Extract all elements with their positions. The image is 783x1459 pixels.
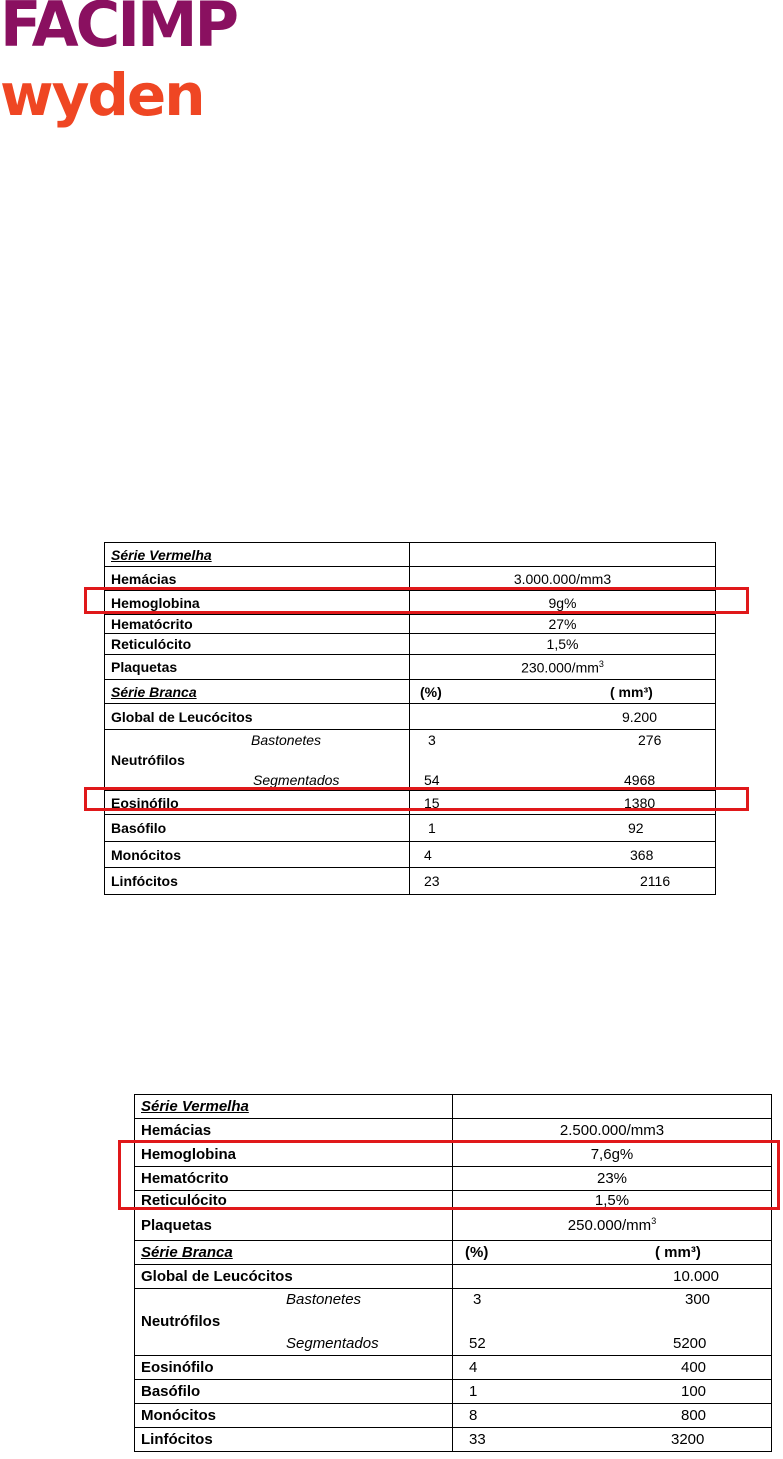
segmentados-label: Segmentados xyxy=(286,1335,379,1352)
table-row xyxy=(105,704,716,730)
monocitos-label: Monócitos xyxy=(135,1404,453,1428)
table-row xyxy=(105,543,716,567)
bastonetes-mm: 276 xyxy=(638,732,662,748)
bastonetes-label: Bastonetes xyxy=(286,1291,362,1308)
mm-header: ( mm³) xyxy=(655,1244,701,1261)
basofilo-mm: 100 xyxy=(681,1383,707,1400)
segmentados-pct: 52 xyxy=(469,1335,486,1352)
global-leucocitos-label: Global de Leucócitos xyxy=(105,704,410,730)
table-row xyxy=(105,655,716,680)
table-row xyxy=(105,815,716,842)
basofilo-mm: 92 xyxy=(628,820,644,836)
pct-header: (%) xyxy=(465,1244,489,1261)
neutrofilos-label: Neutrófilos xyxy=(141,1313,221,1330)
linfocitos-mm: 3200 xyxy=(671,1431,705,1448)
monocitos-label: Monócitos xyxy=(105,842,410,868)
eosinofilo-mm: 400 xyxy=(681,1359,707,1376)
reticulocito-label: Reticulócito xyxy=(135,1191,453,1210)
table-row xyxy=(105,842,716,868)
hemacias-value: 3.000.000/mm3 xyxy=(410,567,716,591)
plaquetas-label: Plaquetas xyxy=(135,1210,453,1241)
linfocitos-label: Linfócitos xyxy=(105,868,410,895)
highlight-box-eosinofilo xyxy=(84,787,749,811)
red-series-header: Série Vermelha xyxy=(135,1095,453,1119)
table-row xyxy=(135,1265,772,1289)
monocitos-mm: 800 xyxy=(681,1407,707,1424)
bastonetes-mm: 300 xyxy=(685,1291,711,1308)
white-series-header: Série Branca xyxy=(135,1241,453,1265)
hemacias-label: Hemácias xyxy=(105,567,410,591)
neutrofilos-cell xyxy=(105,730,410,791)
highlight-box-hemoglobina xyxy=(84,587,749,614)
eosinofilo-pct: 15 xyxy=(424,794,440,811)
table-row xyxy=(105,730,716,791)
linfocitos-pct: 23 xyxy=(424,873,440,889)
hematocrito-value: 27% xyxy=(410,615,716,634)
basofilo-pct: 1 xyxy=(469,1383,478,1400)
mm-header: ( mm³) xyxy=(610,683,653,700)
basofilo-label: Basófilo xyxy=(135,1380,453,1404)
table-row xyxy=(135,1241,772,1265)
bastonetes-pct: 3 xyxy=(473,1291,482,1308)
eosinofilo-pct: 4 xyxy=(469,1359,478,1376)
table-row xyxy=(135,1095,772,1119)
segmentados-mm: 4968 xyxy=(624,772,656,788)
segmentados-mm: 5200 xyxy=(673,1335,707,1352)
monocitos-pct: 4 xyxy=(424,846,432,863)
neutrofilos-label: Neutrófilos xyxy=(111,752,185,768)
hematocrito-label: Hematócrito xyxy=(135,1167,453,1191)
table-row xyxy=(135,1404,772,1428)
hemoglobina-label: Hemoglobina xyxy=(135,1143,453,1167)
table-row xyxy=(135,1428,772,1452)
pct-header: (%) xyxy=(420,683,442,700)
hemoglobina-label: Hemoglobina xyxy=(105,591,410,615)
reticulocito-label: Reticulócito xyxy=(105,634,410,655)
eosinofilo-mm: 1380 xyxy=(624,794,656,811)
eosinofilo-label: Eosinófilo xyxy=(135,1356,453,1380)
bastonetes-pct: 3 xyxy=(428,732,436,748)
reticulocito-value: 1,5% xyxy=(410,634,716,655)
facimp-logo: FACIMP xyxy=(0,0,237,61)
plaquetas-value: $250.000/mm^3$ xyxy=(453,1210,772,1241)
segmentados-pct: 54 xyxy=(424,772,440,788)
hematocrito-value: 23% xyxy=(453,1167,772,1191)
highlight-box-hemoglobina-hematocrito-reticulocito xyxy=(118,1140,780,1210)
basofilo-label: Basófilo xyxy=(105,815,410,842)
eosinofilo-label: Eosinófilo xyxy=(105,791,410,815)
basofilo-pct: 1 xyxy=(428,820,436,836)
table-row xyxy=(105,868,716,895)
table-row xyxy=(105,634,716,655)
monocitos-mm: 368 xyxy=(630,846,654,863)
table-row xyxy=(105,615,716,634)
table-row xyxy=(135,1119,772,1143)
global-leucocitos-label: Global de Leucócitos xyxy=(135,1265,453,1289)
plaquetas-value: $230.000/mm^3$ xyxy=(410,655,716,680)
linfocitos-label: Linfócitos xyxy=(135,1428,453,1452)
hemacias-value: 2.500.000/mm3 xyxy=(453,1119,772,1143)
hemoglobina-value: 7,6g% xyxy=(453,1143,772,1167)
bastonetes-label: Bastonetes xyxy=(251,732,322,748)
linfocitos-pct: 33 xyxy=(469,1431,486,1448)
monocitos-pct: 8 xyxy=(469,1407,478,1424)
table-row xyxy=(135,1380,772,1404)
hematocrito-label: Hematócrito xyxy=(105,615,410,634)
segmentados-label: Segmentados xyxy=(253,772,340,788)
neutrofilos-cell xyxy=(135,1289,453,1356)
white-series-header: Série Branca xyxy=(105,680,410,704)
table-row xyxy=(135,1356,772,1380)
red-series-header: Série Vermelha xyxy=(105,543,410,567)
table-row xyxy=(135,1289,772,1356)
linfocitos-mm: 2116 xyxy=(640,873,671,889)
global-leucocitos-value: 10.000 xyxy=(453,1265,772,1289)
global-leucocitos-value: 9.200 xyxy=(410,704,716,730)
plaquetas-label: Plaquetas xyxy=(105,655,410,680)
table-row xyxy=(135,1210,772,1241)
table-row xyxy=(105,680,716,704)
hemoglobina-value: 9g% xyxy=(410,591,716,615)
hemacias-label: Hemácias xyxy=(135,1119,453,1143)
reticulocito-value: 1,5% xyxy=(453,1191,772,1210)
wyden-logo: wyden xyxy=(0,61,204,129)
